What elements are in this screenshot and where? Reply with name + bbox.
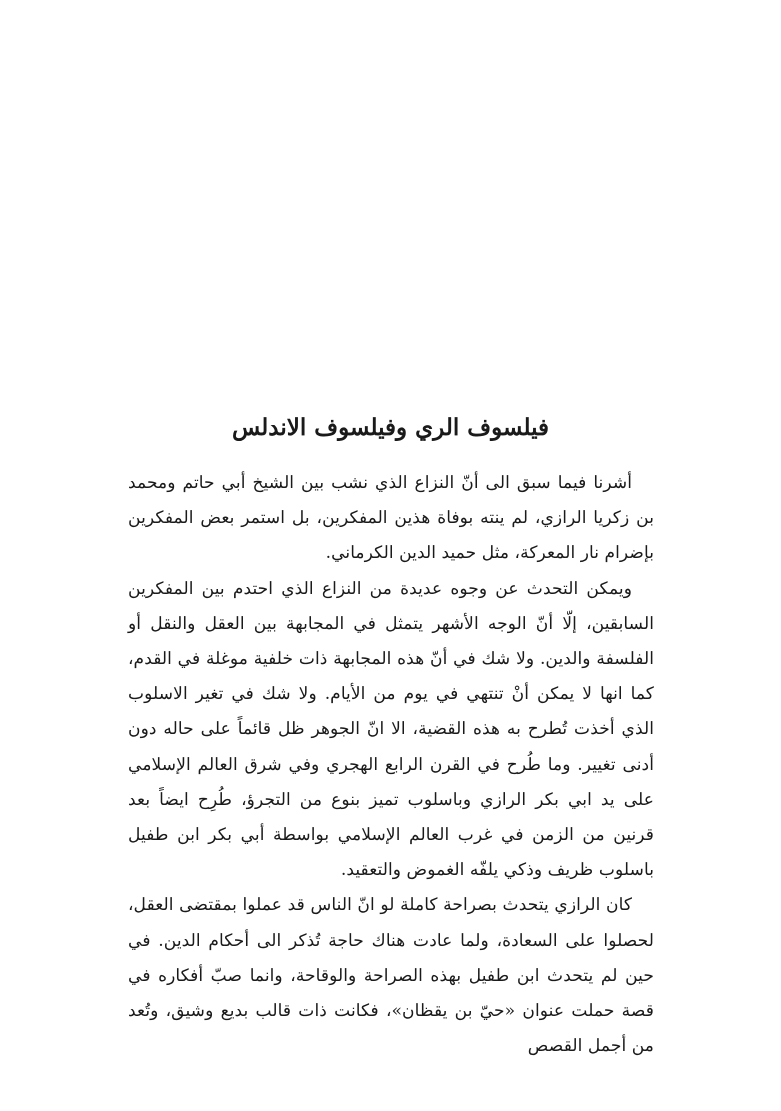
paragraph-2: ويمكن التحدث عن وجوه عديدة من النزاع الذي احتدم بين المفكرين السابقين، إلّا أنّ الوجه الأشهر يتمثل في المجابهة بين العقل والنقل أو الفلسفة والدين. ولا شك في أنّ هذه المجابهة ذات خلفية موغلة في القدم، كما انها لا يمكن أنْ تنتهي في يوم من الأيام. ولا شك في تغير الاسلوب الذي أخذت تُطرح به هذه القضية، الا انّ الجوهر ظل قائماً على حاله دون أدنى تغيير. وما طُرح في القرن الرابع الهجري وفي شرق العالم الإسلامي على يد ابي بكر الرازي وباسلوب تميز بنوع من التجرؤ، طُرِح ايضاً بعد قرنين من الزمن في غرب العالم الإسلامي بواسطة أبي بكر ابن طفيل باسلوب ظريف وذكي يلفّه الغموض والتعقيد. xyxy=(128,578,654,881)
paragraph-3: كان الرازي يتحدث بصراحة كاملة لو انّ الناس قد عملوا بمقتضى العقل، لحصلوا على السعادة، ولما عادت هناك حاجة تُذكر الى أحكام الدين. في حين لم يتحدث ابن طفيل بهذه الصراحة والوقاحة، وانما صبّ أفكاره في قصة حملت عنوان «حيّ بن يقظان»، فكانت ذات قالب بديع وشيق، وتُعد من أجمل القصص xyxy=(128,895,654,1057)
paragraph-1: أشرنا فيما سبق الى أنّ النزاع الذي نشب بين الشيخ أبي حاتم ومحمد بن زكريا الرازي، لم ينته بوفاة هذين المفكرين، بل استمر بعض المفكرين بإضرام نار المعركة، مثل حميد الدين الكرماني. xyxy=(128,473,654,564)
body-text xyxy=(128,466,654,1064)
chapter-title: فيلسوف الري وفيلسوف الاندلس xyxy=(231,414,550,441)
